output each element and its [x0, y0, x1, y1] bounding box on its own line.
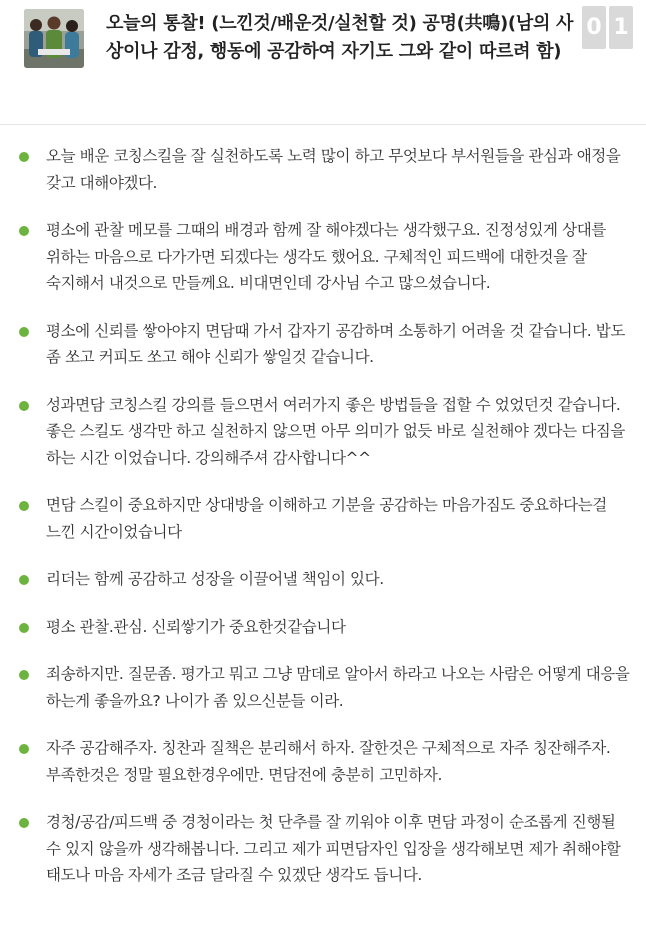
comment-text: 자주 공감해주자. 칭찬과 질책은 분리해서 하자. 잘한것은 구체적으로 자주 칭잔해주자. 부족한것은 정말 필요한경우에만. 면담전에 충분히 고민하자.	[46, 739, 611, 784]
bullet-dot-icon	[19, 623, 29, 633]
comment-text: 경청/공감/피드백 중 경청이라는 첫 단추를 잘 끼워야 이후 면담 과정이 순조롭게 진행될 수 있지 않을까 생각해봅니다. 그리고 제가 피면담자인 입장을 생각해보면 제가 취해야할 태도나 마음 자세가 조금 달라질 수 있겠단 생각도 듭니다.	[46, 813, 621, 884]
comment-item	[0, 735, 646, 788]
bullet-dot-icon	[19, 501, 29, 511]
comment-item	[0, 566, 646, 593]
comment-text: 성과면담 코칭스킬 강의를 들으면서 여러가지 좋은 방법들을 접할 수 었었던것 같습니다. 좋은 스킬도 생각만 하고 실천하지 않으면 아무 의미가 없듯 바로 실천해야 겠다는 다짐을 하는 시간 이었습니다. 강의해주셔 감사합니다^^	[46, 395, 625, 467]
comment-text: 평소 관찰.관심. 신뢰쌓기가 중요한것같습니다	[46, 617, 346, 636]
comment-item	[0, 492, 646, 545]
bullet-dot-icon	[19, 152, 29, 162]
post-header	[0, 0, 646, 125]
comment-text: 죄송하지만. 질문좀. 평가고 뭐고 그냥 맘데로 알아서 하라고 나오는 사람은 어떻게 대응을 하는게 좋을까요? 나이가 좀 있으신분들 이라.	[46, 665, 630, 710]
comment-text: 평소에 신뢰를 쌓아야지 면담때 가서 갑자기 공감하며 소통하기 어려울 것 같습니다. 밥도 좀 쏘고 커피도 쏘고 해야 신뢰가 쌓일것 같습니다.	[46, 321, 625, 366]
bullet-dot-icon	[19, 401, 29, 411]
counter-digit: 1	[609, 6, 633, 49]
comment-item	[0, 143, 646, 196]
bullet-dot-icon	[19, 226, 29, 236]
comment-item	[0, 318, 646, 371]
bullet-dot-icon	[19, 327, 29, 337]
people-photo-icon	[24, 9, 84, 68]
counter-digit: 0	[582, 6, 606, 49]
comment-counter	[582, 6, 633, 49]
post-thumbnail-photo	[24, 9, 84, 68]
comment-item	[0, 392, 646, 472]
bullet-dot-icon	[19, 744, 29, 754]
comment-list	[0, 143, 646, 910]
comment-item	[0, 217, 646, 297]
post-title: 오늘의 통찰! (느낀것/배운것/실천할 것) 공명(共鳴)(남의 사상이나 감정, 행동에 공감하여 자기도 그와 같이 따르려 함)	[106, 13, 574, 62]
bullet-dot-icon	[19, 818, 29, 828]
comment-item	[0, 809, 646, 889]
comment-text: 평소에 관찰 메모를 그때의 배경과 함께 잘 해야겠다는 생각했구요. 진정성있게 상대를 위하는 마음으로 다가가면 되겠다는 생각도 했어요. 구체적인 피드백에 대한것을 잘 숙지해서 내것으로 만들께요. 비대면인데 강사님 수고 많으셨습니다.	[46, 221, 606, 292]
comment-item	[0, 661, 646, 714]
bullet-dot-icon	[19, 670, 29, 680]
comment-text: 오늘 배운 코칭스킬을 잘 실천하도록 노력 많이 하고 무엇보다 부서원들을 관심과 애정을 갖고 대해야겠다.	[46, 147, 621, 192]
comment-item	[0, 614, 646, 641]
comment-text: 리더는 함께 공감하고 성장을 이끌어낼 책임이 있다.	[46, 570, 384, 588]
bullet-dot-icon	[19, 575, 29, 585]
comment-text: 면담 스킬이 중요하지만 상대방을 이해하고 기분을 공감하는 마음가짐도 중요하다는걸 느낀 시간이었습니다	[46, 496, 607, 541]
